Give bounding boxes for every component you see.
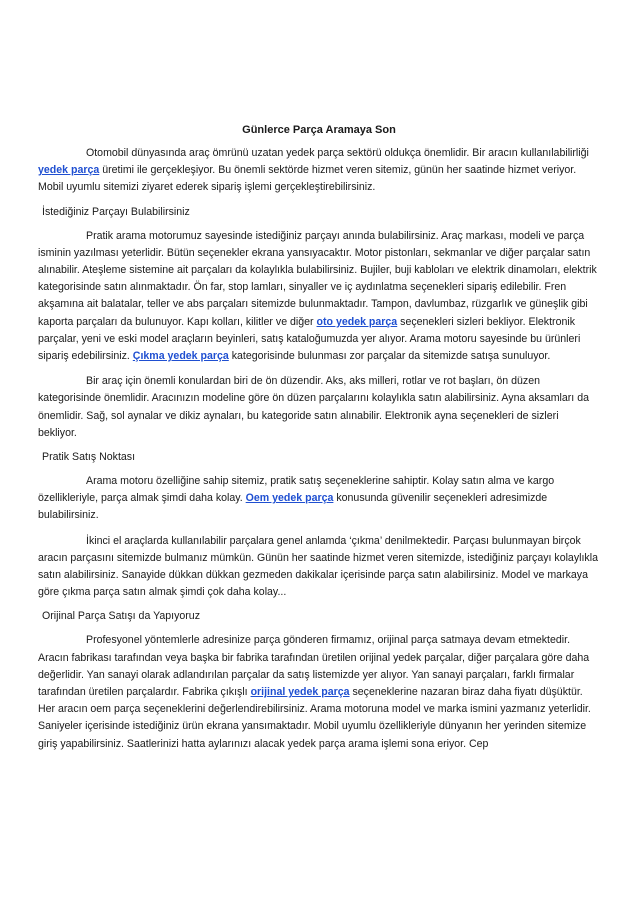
- on-duzen-paragraph: Bir araç için önemli konulardan biri de ön düzendir. Aks, aks milleri, rotlar ve rot başları, ön düzen kategorisinde önemlidir. Aracınızın modeline göre ön düzen parçalarını kolaylıkla satın alabilirsiniz. Ayna aksamları da önemlidir. Sağ, sol aynalar ve dikiz aynaları, bu kategoride satın alınabilir. Elektronik ayna seçenekleri de sizleri bekliyor.: [38, 375, 589, 439]
- section-heading-parca-bulma: İstediğiniz Parçayı Bulabilirsiniz: [42, 205, 190, 218]
- text-span: konusunda güvenilir seçenekleri adresimizde bulabilirsiniz.: [38, 492, 548, 522]
- text-span: kategorisinde bulunması zor parçalar da sitemizde satışa sunuluyor.: [228, 350, 551, 363]
- text-span: Otomobil dünyasında araç ömrünü uzatan yedek parça sektörü oldukça önemlidir. Bir aracın kullanılabilirliği: [86, 147, 589, 159]
- oto-yedek-parca-link[interactable]: oto yedek parça: [316, 315, 398, 328]
- orijinal-parca-paragraph: [38, 632, 600, 752]
- section-heading-pratik-satis: Pratik Satış Noktası: [42, 451, 136, 464]
- text-span: Arama motoru özelliğine sahip sitemiz, pratik satış seçeneklerine sahiptir. Kolay satın alma ve kargo özellikleriyle, parça almak şimdi daha kolay.: [38, 475, 555, 505]
- search-paragraph: [38, 228, 600, 366]
- yedek-parca-link[interactable]: yedek parça: [38, 164, 100, 177]
- text-span: Pratik arama motorumuz sayesinde istediğiniz parçayı anında bulabilirsiniz. Araç markası, modeli ve parça isminin yazılması yeterlidir. Bütün seçenekler ekrana yansıyacaktır. Motor pistonları, sekmanlar ve diğer parçalar satın alınabilir. Ateşleme sistemine ait parçaları da kolaylıkla bulabilirsiniz. Bujiler, buji kabloları ve elektrik dinamoları, elektrik kategorisinde satın alınmaktadır. Ön far, stop lamları, sinyaller ve iç aydınlatma seçenekleri sipariş edilebilir. Fren akşamına ait balatalar, teller ve abs parçaları sitemizde bulunmaktadır. Tampon, davlumbaz, rüzgarlık ve güneşlik gibi kaporta parçaları da bulunuyor. Kapı kolları, kilitler ve diğer: [38, 229, 597, 328]
- pratik-satis-paragraph: [38, 473, 600, 525]
- text-span: seçeneklerine nazaran biraz daha fiyatı düşüktür. Her aracın oem parça seçeneklerini değerlendirebilirsiniz. Arama motoruna model ve marka ismini yazmanız yeterlidir. Saniyeler içerisinde istediğiniz ürün ekrana yansımaktadır. Mobil uyumlu özellikleriyle dünyanın her yerinden sitemize giriş yapabilirsiniz. Saatlerinizi hatta aylarınızı alacak yedek parça arama işlemi sona eriyor. Cep: [38, 686, 591, 750]
- document-title: Günlerce Parça Aramaya Son: [242, 124, 396, 136]
- intro-paragraph: [38, 145, 600, 197]
- text-span: Profesyonel yöntemlerle adresinize parça gönderen firmamız, orijinal parça satmaya devam etmektedir. Aracın fabrikası tarafından veya başka bir fabrika tarafından üretilen orijinal yedek parçalar, diğer parçalara göre daha değerlidir. Yan sanayi olarak adlandırılan parçalar da satış listemizde yer alıyor. Yan sanayi parçaları, farklı firmalar tarafından üretilen parçalardır. Fabrika çıkışlı: [38, 634, 590, 699]
- cikma-paragraph: İkinci el araçlarda kullanılabilir parçalara genel anlamda ‘çıkma’ denilmektedir. Parçası bulunmayan birçok aracın parçasını sitemizde bulmanız mümkün. Günün her saatinde hizmet veren sitemizde, istediğiniz parçayı kolaylıkla satın alabilirsiniz. Sanayide dükkan dükkan gezmeden dakikalar içerisinde parça satın alabilirsiniz. Model ve markaya göre çıkma parça satın almak şimdi çok daha kolay...: [38, 534, 598, 599]
- section-heading-orijinal-parca: Orijinal Parça Satışı da Yapıyoruz: [42, 610, 201, 623]
- document-page: [38, 123, 600, 761]
- cikma-yedek-parca-link[interactable]: Çıkma yedek parça: [132, 350, 229, 363]
- orijinal-yedek-parca-link[interactable]: orijinal yedek parça: [250, 686, 350, 699]
- text-span: seçenekleri sizleri bekliyor. Elektronik parçalar, yeni ve eski model araçların beyinleri, satış kataloğumuzda yer alıyor. Arama motoru sayesinde bu ürünleri sipariş edebilirsiniz.: [38, 315, 581, 363]
- oem-yedek-parca-link[interactable]: Oem yedek parça: [245, 492, 334, 505]
- text-span: üretimi ile gerçekleşiyor. Bu önemli sektörde hizmet veren sitemiz, günün her saatinde hizmet veriyor. Mobil uyumlu sitemizi ziyaret ederek sipariş işlemi gerçekleştirebilirsiniz.: [38, 164, 577, 194]
